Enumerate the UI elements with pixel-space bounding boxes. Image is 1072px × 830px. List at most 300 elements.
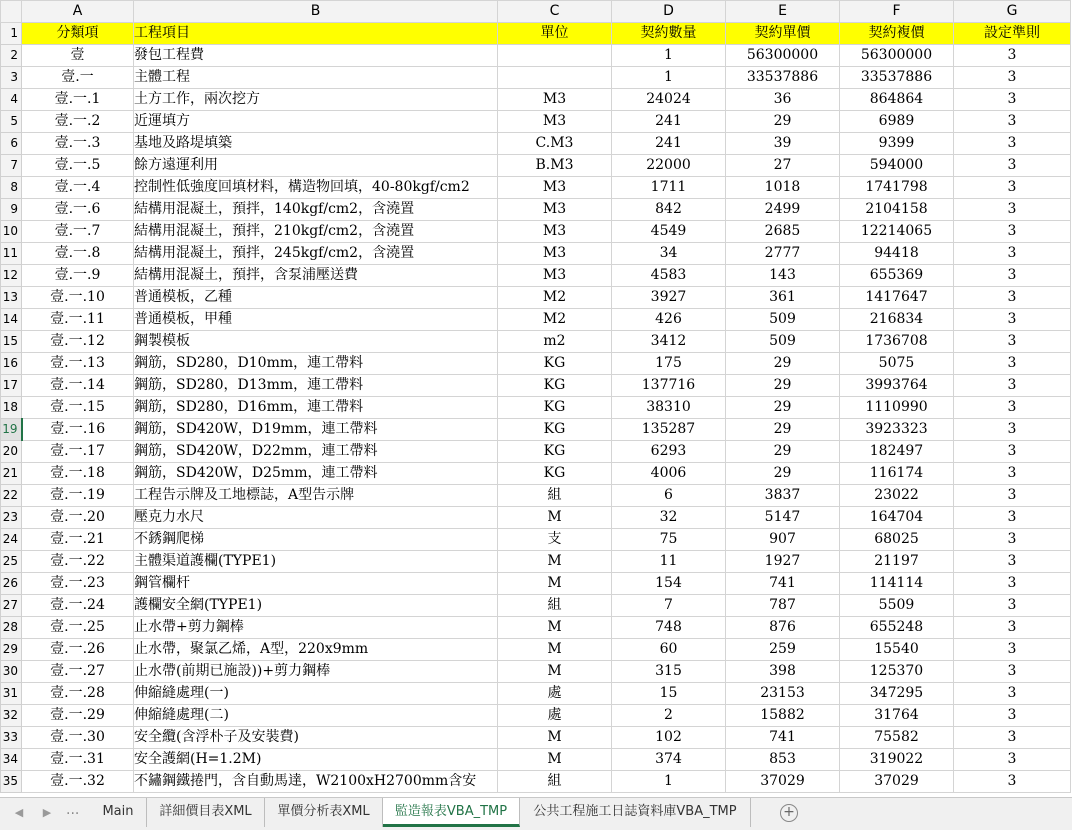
cell-b[interactable]: 鋼管欄杆 bbox=[134, 573, 498, 595]
cell-e[interactable]: 37029 bbox=[726, 771, 840, 793]
cell-c[interactable]: M3 bbox=[498, 89, 612, 111]
cell-g[interactable]: 3 bbox=[954, 573, 1071, 595]
cell-b[interactable]: 止水帶，聚氯乙烯，A型，220x9mm bbox=[134, 639, 498, 661]
cell-c[interactable]: M3 bbox=[498, 243, 612, 265]
cell-a[interactable]: 壹.一.4 bbox=[22, 177, 134, 199]
row-header[interactable]: 35 bbox=[1, 771, 22, 793]
cell-e[interactable]: 143 bbox=[726, 265, 840, 287]
cell-d[interactable]: 3412 bbox=[612, 331, 726, 353]
cell-c[interactable]: M bbox=[498, 639, 612, 661]
cell-e[interactable]: 29 bbox=[726, 111, 840, 133]
sheet-tab-supervision-report[interactable] bbox=[383, 798, 520, 827]
cell-d[interactable]: 102 bbox=[612, 727, 726, 749]
cell-e[interactable]: 29 bbox=[726, 397, 840, 419]
cell-g[interactable]: 3 bbox=[954, 705, 1071, 727]
cell-a[interactable]: 壹.一.13 bbox=[22, 353, 134, 375]
cell-b[interactable]: 工程項目 bbox=[134, 23, 498, 45]
cell-f[interactable]: 5509 bbox=[840, 595, 954, 617]
cell-c[interactable]: C.M3 bbox=[498, 133, 612, 155]
cell-g[interactable]: 3 bbox=[954, 375, 1071, 397]
cell-b[interactable]: 鋼筋，SD280，D13mm，連工帶料 bbox=[134, 375, 498, 397]
cell-f[interactable]: 2104158 bbox=[840, 199, 954, 221]
cell-e[interactable]: 56300000 bbox=[726, 45, 840, 67]
row-header[interactable]: 7 bbox=[1, 155, 22, 177]
cell-d[interactable]: 137716 bbox=[612, 375, 726, 397]
tab-overflow-indicator[interactable]: ... bbox=[66, 802, 80, 818]
cell-g[interactable]: 3 bbox=[954, 265, 1071, 287]
row-header[interactable]: 26 bbox=[1, 573, 22, 595]
cell-f[interactable]: 347295 bbox=[840, 683, 954, 705]
cell-b[interactable]: 主體渠道護欄(TYPE1) bbox=[134, 551, 498, 573]
row-header[interactable]: 22 bbox=[1, 485, 22, 507]
cell-b[interactable]: 近運填方 bbox=[134, 111, 498, 133]
cell-a[interactable]: 壹.一.23 bbox=[22, 573, 134, 595]
cell-f[interactable]: 5075 bbox=[840, 353, 954, 375]
cell-d[interactable]: 374 bbox=[612, 749, 726, 771]
table-row bbox=[1, 419, 1071, 441]
cell-b[interactable]: 結構用混凝土，預拌，210kgf/cm2，含澆置 bbox=[134, 221, 498, 243]
row-header[interactable]: 24 bbox=[1, 529, 22, 551]
cell-c[interactable]: KG bbox=[498, 441, 612, 463]
row-header[interactable]: 8 bbox=[1, 177, 22, 199]
cell-d[interactable]: 241 bbox=[612, 111, 726, 133]
cell-a[interactable]: 壹.一.18 bbox=[22, 463, 134, 485]
cell-g[interactable]: 3 bbox=[954, 89, 1071, 111]
row-header[interactable]: 13 bbox=[1, 287, 22, 309]
row-header[interactable]: 21 bbox=[1, 463, 22, 485]
cell-f[interactable]: 594000 bbox=[840, 155, 954, 177]
cell-b[interactable]: 普通模板，甲種 bbox=[134, 309, 498, 331]
cell-b[interactable]: 發包工程費 bbox=[134, 45, 498, 67]
cell-g[interactable]: 3 bbox=[954, 419, 1071, 441]
cell-d[interactable]: 24024 bbox=[612, 89, 726, 111]
cell-d[interactable]: 6 bbox=[612, 485, 726, 507]
column-header-b[interactable]: B bbox=[134, 1, 498, 23]
cell-g[interactable]: 3 bbox=[954, 507, 1071, 529]
cell-b[interactable]: 基地及路堤填築 bbox=[134, 133, 498, 155]
cell-c[interactable]: 組 bbox=[498, 771, 612, 793]
cell-e[interactable]: 853 bbox=[726, 749, 840, 771]
cell-c[interactable]: M3 bbox=[498, 221, 612, 243]
row-header[interactable]: 18 bbox=[1, 397, 22, 419]
cell-a[interactable]: 壹.一.22 bbox=[22, 551, 134, 573]
cell-a[interactable]: 壹.一.7 bbox=[22, 221, 134, 243]
cell-b[interactable]: 工程告示牌及工地標誌，A型告示牌 bbox=[134, 485, 498, 507]
cell-c[interactable]: M bbox=[498, 727, 612, 749]
cell-b[interactable]: 鋼筋，SD420W，D25mm，連工帶料 bbox=[134, 463, 498, 485]
cell-g[interactable]: 3 bbox=[954, 683, 1071, 705]
cell-d[interactable]: 3927 bbox=[612, 287, 726, 309]
column-header-c[interactable]: C bbox=[498, 1, 612, 23]
row-header[interactable]: 9 bbox=[1, 199, 22, 221]
cell-g[interactable]: 3 bbox=[954, 529, 1071, 551]
cell-a[interactable]: 壹.一.16 bbox=[22, 419, 134, 441]
row-header[interactable]: 32 bbox=[1, 705, 22, 727]
cell-f[interactable]: 1417647 bbox=[840, 287, 954, 309]
cell-g[interactable]: 3 bbox=[954, 485, 1071, 507]
cell-e[interactable]: 1018 bbox=[726, 177, 840, 199]
cell-a[interactable]: 壹.一.2 bbox=[22, 111, 134, 133]
cell-e[interactable]: 契約單價 bbox=[726, 23, 840, 45]
cell-f[interactable]: 319022 bbox=[840, 749, 954, 771]
cell-d[interactable]: 75 bbox=[612, 529, 726, 551]
cell-e[interactable]: 29 bbox=[726, 441, 840, 463]
cell-e[interactable]: 361 bbox=[726, 287, 840, 309]
cell-e[interactable]: 29 bbox=[726, 375, 840, 397]
cell-g[interactable]: 3 bbox=[954, 551, 1071, 573]
cell-a[interactable]: 壹.一.26 bbox=[22, 639, 134, 661]
cell-b[interactable]: 止水帶+剪力鋼棒 bbox=[134, 617, 498, 639]
next-sheet-icon[interactable]: ▶ bbox=[42, 806, 52, 819]
cell-c[interactable]: KG bbox=[498, 397, 612, 419]
cell-f[interactable]: 1741798 bbox=[840, 177, 954, 199]
cell-a[interactable]: 壹.一.28 bbox=[22, 683, 134, 705]
cell-f[interactable]: 15540 bbox=[840, 639, 954, 661]
cell-b[interactable]: 安全纜(含浮朴子及安裝費) bbox=[134, 727, 498, 749]
row-header[interactable]: 23 bbox=[1, 507, 22, 529]
cell-a[interactable]: 壹.一.1 bbox=[22, 89, 134, 111]
cell-f[interactable]: 12214065 bbox=[840, 221, 954, 243]
column-header-g[interactable]: G bbox=[954, 1, 1071, 23]
cell-f[interactable]: 125370 bbox=[840, 661, 954, 683]
cell-d[interactable]: 11 bbox=[612, 551, 726, 573]
cell-a[interactable]: 壹.一.20 bbox=[22, 507, 134, 529]
cell-c[interactable]: M bbox=[498, 617, 612, 639]
cell-e[interactable]: 15882 bbox=[726, 705, 840, 727]
table-row bbox=[1, 67, 1071, 89]
cell-e[interactable]: 741 bbox=[726, 573, 840, 595]
cell-d[interactable]: 315 bbox=[612, 661, 726, 683]
cell-f[interactable]: 655369 bbox=[840, 265, 954, 287]
cell-a[interactable]: 壹.一.3 bbox=[22, 133, 134, 155]
cell-f[interactable]: 21197 bbox=[840, 551, 954, 573]
cell-c[interactable]: 組 bbox=[498, 485, 612, 507]
row-header[interactable]: 15 bbox=[1, 331, 22, 353]
cell-g[interactable]: 3 bbox=[954, 221, 1071, 243]
cell-e[interactable]: 907 bbox=[726, 529, 840, 551]
column-header-f[interactable]: F bbox=[840, 1, 954, 23]
cell-e[interactable]: 3837 bbox=[726, 485, 840, 507]
row-header[interactable]: 34 bbox=[1, 749, 22, 771]
cell-f[interactable]: 864864 bbox=[840, 89, 954, 111]
cell-e[interactable]: 398 bbox=[726, 661, 840, 683]
cell-f[interactable]: 37029 bbox=[840, 771, 954, 793]
cell-e[interactable]: 23153 bbox=[726, 683, 840, 705]
cell-g[interactable]: 3 bbox=[954, 243, 1071, 265]
cell-f[interactable]: 1110990 bbox=[840, 397, 954, 419]
cell-b[interactable]: 普通模板，乙種 bbox=[134, 287, 498, 309]
cell-c[interactable]: B.M3 bbox=[498, 155, 612, 177]
cell-b[interactable]: 不鏽鋼鐵捲門，含自動馬達，W2100xH2700mm含安 bbox=[134, 771, 498, 793]
cell-e[interactable]: 2499 bbox=[726, 199, 840, 221]
cell-a[interactable]: 壹.一.27 bbox=[22, 661, 134, 683]
select-all-corner[interactable] bbox=[1, 1, 22, 23]
sheet-tab-detail-price[interactable] bbox=[147, 798, 265, 827]
cell-a[interactable]: 壹.一.14 bbox=[22, 375, 134, 397]
cell-g[interactable]: 設定準則 bbox=[954, 23, 1071, 45]
sheet-tab-main[interactable] bbox=[90, 798, 147, 827]
row-header[interactable]: 17 bbox=[1, 375, 22, 397]
cell-c[interactable]: M2 bbox=[498, 309, 612, 331]
cell-d[interactable]: 135287 bbox=[612, 419, 726, 441]
cell-b[interactable]: 不銹鋼爬梯 bbox=[134, 529, 498, 551]
cell-e[interactable]: 259 bbox=[726, 639, 840, 661]
cell-c[interactable]: M bbox=[498, 661, 612, 683]
cell-a[interactable]: 壹.一.24 bbox=[22, 595, 134, 617]
cell-c[interactable]: KG bbox=[498, 419, 612, 441]
cell-a[interactable]: 壹.一.19 bbox=[22, 485, 134, 507]
cell-e[interactable]: 29 bbox=[726, 353, 840, 375]
cell-d[interactable]: 1 bbox=[612, 67, 726, 89]
cell-g[interactable]: 3 bbox=[954, 727, 1071, 749]
cell-b[interactable]: 結構用混凝土，預拌，140kgf/cm2，含澆置 bbox=[134, 199, 498, 221]
cell-e[interactable]: 741 bbox=[726, 727, 840, 749]
cell-a[interactable]: 壹.一.31 bbox=[22, 749, 134, 771]
row-header[interactable]: 20 bbox=[1, 441, 22, 463]
cell-f[interactable]: 23022 bbox=[840, 485, 954, 507]
row-header[interactable]: 28 bbox=[1, 617, 22, 639]
cell-g[interactable]: 3 bbox=[954, 331, 1071, 353]
cell-g[interactable]: 3 bbox=[954, 199, 1071, 221]
cell-e[interactable]: 1927 bbox=[726, 551, 840, 573]
cell-b[interactable]: 鋼筋，SD420W，D19mm，連工帶料 bbox=[134, 419, 498, 441]
cell-g[interactable]: 3 bbox=[954, 111, 1071, 133]
cell-d[interactable]: 60 bbox=[612, 639, 726, 661]
cell-d[interactable]: 154 bbox=[612, 573, 726, 595]
cell-d[interactable]: 1 bbox=[612, 771, 726, 793]
cell-a[interactable]: 壹.一.10 bbox=[22, 287, 134, 309]
cell-c[interactable]: M bbox=[498, 551, 612, 573]
cell-a[interactable]: 壹.一 bbox=[22, 67, 134, 89]
cell-b[interactable]: 結構用混凝土，預拌，245kgf/cm2，含澆置 bbox=[134, 243, 498, 265]
cell-g[interactable]: 3 bbox=[954, 287, 1071, 309]
cell-c[interactable] bbox=[498, 45, 612, 67]
cell-b[interactable]: 止水帶(前期已施設))+剪力鋼棒 bbox=[134, 661, 498, 683]
cell-e[interactable]: 39 bbox=[726, 133, 840, 155]
cell-d[interactable]: 1711 bbox=[612, 177, 726, 199]
cell-d[interactable]: 748 bbox=[612, 617, 726, 639]
cell-a[interactable]: 壹.一.12 bbox=[22, 331, 134, 353]
add-sheet-icon[interactable]: + bbox=[780, 804, 798, 822]
cell-g[interactable]: 3 bbox=[954, 309, 1071, 331]
cell-f[interactable]: 182497 bbox=[840, 441, 954, 463]
cell-f[interactable]: 114114 bbox=[840, 573, 954, 595]
table-row bbox=[1, 573, 1071, 595]
cell-f[interactable]: 3923323 bbox=[840, 419, 954, 441]
cell-f[interactable]: 6989 bbox=[840, 111, 954, 133]
cell-d[interactable]: 6293 bbox=[612, 441, 726, 463]
cell-d[interactable]: 241 bbox=[612, 133, 726, 155]
row-header[interactable]: 2 bbox=[1, 45, 22, 67]
cell-e[interactable]: 876 bbox=[726, 617, 840, 639]
cell-e[interactable]: 2685 bbox=[726, 221, 840, 243]
cell-f[interactable]: 31764 bbox=[840, 705, 954, 727]
cell-d[interactable]: 4006 bbox=[612, 463, 726, 485]
cell-d[interactable]: 32 bbox=[612, 507, 726, 529]
cell-f[interactable]: 68025 bbox=[840, 529, 954, 551]
cell-b[interactable]: 鋼製模板 bbox=[134, 331, 498, 353]
cell-a[interactable]: 分類項 bbox=[22, 23, 134, 45]
cell-c[interactable]: 處 bbox=[498, 705, 612, 727]
cell-a[interactable]: 壹.一.6 bbox=[22, 199, 134, 221]
cell-b[interactable]: 鋼筋，SD420W，D22mm，連工帶料 bbox=[134, 441, 498, 463]
cell-a[interactable]: 壹.一.5 bbox=[22, 155, 134, 177]
cell-c[interactable]: M3 bbox=[498, 199, 612, 221]
cell-g[interactable]: 3 bbox=[954, 595, 1071, 617]
cell-f[interactable]: 33537886 bbox=[840, 67, 954, 89]
cell-g[interactable]: 3 bbox=[954, 617, 1071, 639]
cell-d[interactable]: 契約數量 bbox=[612, 23, 726, 45]
cell-b[interactable]: 結構用混凝土，預拌，含泵浦壓送費 bbox=[134, 265, 498, 287]
cell-f[interactable]: 3993764 bbox=[840, 375, 954, 397]
cell-a[interactable]: 壹.一.21 bbox=[22, 529, 134, 551]
cell-e[interactable]: 27 bbox=[726, 155, 840, 177]
cell-c[interactable]: KG bbox=[498, 463, 612, 485]
cell-e[interactable]: 5147 bbox=[726, 507, 840, 529]
cell-e[interactable]: 509 bbox=[726, 331, 840, 353]
cell-g[interactable]: 3 bbox=[954, 67, 1071, 89]
cell-f[interactable]: 116174 bbox=[840, 463, 954, 485]
cell-f[interactable]: 164704 bbox=[840, 507, 954, 529]
cell-f[interactable]: 9399 bbox=[840, 133, 954, 155]
row-header[interactable]: 6 bbox=[1, 133, 22, 155]
cell-g[interactable]: 3 bbox=[954, 749, 1071, 771]
cell-c[interactable]: 單位 bbox=[498, 23, 612, 45]
cell-b[interactable]: 安全護網(H=1.2M) bbox=[134, 749, 498, 771]
cell-f[interactable]: 56300000 bbox=[840, 45, 954, 67]
cell-c[interactable]: M2 bbox=[498, 287, 612, 309]
cell-g[interactable]: 3 bbox=[954, 397, 1071, 419]
cell-b[interactable]: 伸縮縫處理(二) bbox=[134, 705, 498, 727]
cell-a[interactable]: 壹 bbox=[22, 45, 134, 67]
cell-f[interactable]: 契約複價 bbox=[840, 23, 954, 45]
cell-a[interactable]: 壹.一.29 bbox=[22, 705, 134, 727]
cell-c[interactable]: M bbox=[498, 749, 612, 771]
sheet-tab-unit-price[interactable] bbox=[265, 798, 383, 827]
cell-f[interactable]: 216834 bbox=[840, 309, 954, 331]
cell-a[interactable]: 壹.一.30 bbox=[22, 727, 134, 749]
cell-g[interactable]: 3 bbox=[954, 771, 1071, 793]
cell-a[interactable]: 壹.一.25 bbox=[22, 617, 134, 639]
cell-g[interactable]: 3 bbox=[954, 177, 1071, 199]
sheet-tab-construction-log[interactable] bbox=[520, 798, 751, 827]
row-header[interactable]: 16 bbox=[1, 353, 22, 375]
cell-c[interactable]: M3 bbox=[498, 177, 612, 199]
cell-c[interactable] bbox=[498, 67, 612, 89]
cell-b[interactable]: 餘方遠運利用 bbox=[134, 155, 498, 177]
cell-g[interactable]: 3 bbox=[954, 155, 1071, 177]
cell-g[interactable]: 3 bbox=[954, 353, 1071, 375]
cell-e[interactable]: 29 bbox=[726, 463, 840, 485]
cell-a[interactable]: 壹.一.11 bbox=[22, 309, 134, 331]
cell-a[interactable]: 壹.一.32 bbox=[22, 771, 134, 793]
cell-g[interactable]: 3 bbox=[954, 639, 1071, 661]
cell-b[interactable]: 伸縮縫處理(一) bbox=[134, 683, 498, 705]
row-header[interactable]: 4 bbox=[1, 89, 22, 111]
row-header[interactable]: 27 bbox=[1, 595, 22, 617]
cell-f[interactable]: 1736708 bbox=[840, 331, 954, 353]
cell-g[interactable]: 3 bbox=[954, 661, 1071, 683]
cell-c[interactable]: M bbox=[498, 507, 612, 529]
cell-d[interactable]: 7 bbox=[612, 595, 726, 617]
cell-g[interactable]: 3 bbox=[954, 45, 1071, 67]
cell-a[interactable]: 壹.一.15 bbox=[22, 397, 134, 419]
cell-f[interactable]: 75582 bbox=[840, 727, 954, 749]
cell-e[interactable]: 509 bbox=[726, 309, 840, 331]
row-header[interactable]: 19 bbox=[1, 419, 22, 441]
cell-c[interactable]: M bbox=[498, 573, 612, 595]
column-header-e[interactable]: E bbox=[726, 1, 840, 23]
cell-b[interactable]: 控制性低強度回填材料，構造物回填，40-80kgf/cm2 bbox=[134, 177, 498, 199]
row-header[interactable]: 25 bbox=[1, 551, 22, 573]
cell-d[interactable]: 15 bbox=[612, 683, 726, 705]
cell-d[interactable]: 842 bbox=[612, 199, 726, 221]
cell-d[interactable]: 175 bbox=[612, 353, 726, 375]
cell-g[interactable]: 3 bbox=[954, 133, 1071, 155]
cell-c[interactable]: M3 bbox=[498, 111, 612, 133]
cell-b[interactable]: 鋼筋，SD280，D10mm，連工帶料 bbox=[134, 353, 498, 375]
cell-b[interactable]: 鋼筋，SD280，D16mm，連工帶料 bbox=[134, 397, 498, 419]
cell-a[interactable]: 壹.一.8 bbox=[22, 243, 134, 265]
column-header-d[interactable]: D bbox=[612, 1, 726, 23]
row-header[interactable]: 3 bbox=[1, 67, 22, 89]
cell-b[interactable]: 主體工程 bbox=[134, 67, 498, 89]
cell-c[interactable]: 組 bbox=[498, 595, 612, 617]
row-header[interactable]: 10 bbox=[1, 221, 22, 243]
cell-g[interactable]: 3 bbox=[954, 441, 1071, 463]
cell-c[interactable]: m2 bbox=[498, 331, 612, 353]
cell-c[interactable]: 支 bbox=[498, 529, 612, 551]
cell-c[interactable]: 處 bbox=[498, 683, 612, 705]
cell-c[interactable]: KG bbox=[498, 353, 612, 375]
column-header-a[interactable]: A bbox=[22, 1, 134, 23]
cell-a[interactable]: 壹.一.9 bbox=[22, 265, 134, 287]
prev-sheet-icon[interactable]: ◀ bbox=[14, 806, 24, 819]
cell-d[interactable]: 4549 bbox=[612, 221, 726, 243]
cell-d[interactable]: 34 bbox=[612, 243, 726, 265]
row-header[interactable]: 33 bbox=[1, 727, 22, 749]
cell-e[interactable]: 33537886 bbox=[726, 67, 840, 89]
cell-e[interactable]: 2777 bbox=[726, 243, 840, 265]
cell-b[interactable]: 護欄安全網(TYPE1) bbox=[134, 595, 498, 617]
row-header[interactable]: 1 bbox=[1, 23, 22, 45]
row-header[interactable]: 12 bbox=[1, 265, 22, 287]
cell-d[interactable]: 1 bbox=[612, 45, 726, 67]
row-header[interactable]: 29 bbox=[1, 639, 22, 661]
cell-d[interactable]: 2 bbox=[612, 705, 726, 727]
cell-f[interactable]: 655248 bbox=[840, 617, 954, 639]
cell-c[interactable]: M3 bbox=[498, 265, 612, 287]
cell-b[interactable]: 土方工作，兩次挖方 bbox=[134, 89, 498, 111]
cell-a[interactable]: 壹.一.17 bbox=[22, 441, 134, 463]
cell-e[interactable]: 36 bbox=[726, 89, 840, 111]
cell-e[interactable]: 787 bbox=[726, 595, 840, 617]
cell-f[interactable]: 94418 bbox=[840, 243, 954, 265]
row-header[interactable]: 5 bbox=[1, 111, 22, 133]
cell-d[interactable]: 426 bbox=[612, 309, 726, 331]
row-header[interactable]: 30 bbox=[1, 661, 22, 683]
cell-c[interactable]: KG bbox=[498, 375, 612, 397]
cell-d[interactable]: 22000 bbox=[612, 155, 726, 177]
row-header[interactable]: 31 bbox=[1, 683, 22, 705]
cell-e[interactable]: 29 bbox=[726, 419, 840, 441]
cell-d[interactable]: 38310 bbox=[612, 397, 726, 419]
row-header[interactable]: 11 bbox=[1, 243, 22, 265]
cell-b[interactable]: 壓克力水尺 bbox=[134, 507, 498, 529]
cell-g[interactable]: 3 bbox=[954, 463, 1071, 485]
cell-d[interactable]: 4583 bbox=[612, 265, 726, 287]
row-header[interactable]: 14 bbox=[1, 309, 22, 331]
